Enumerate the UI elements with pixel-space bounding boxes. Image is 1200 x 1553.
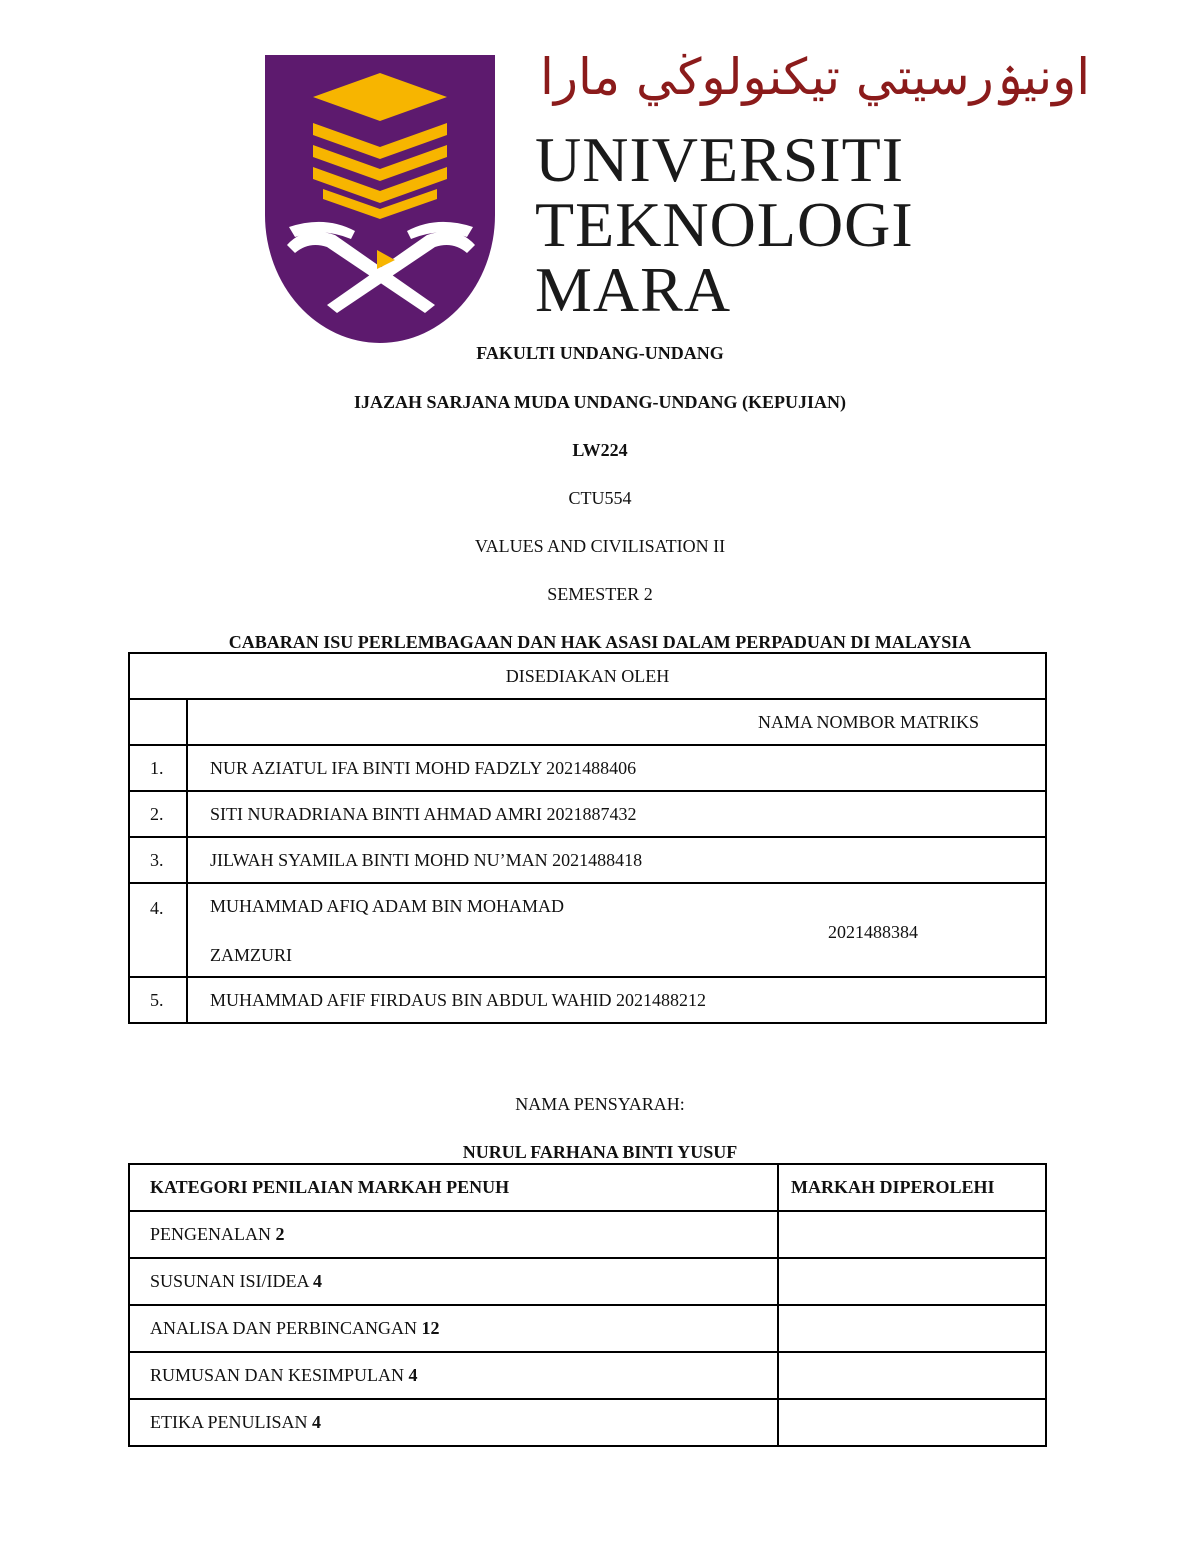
- course-name: VALUES AND CIVILISATION II: [474, 536, 726, 556]
- member-entry: NUR AZIATUL IFA BINTI MOHD FADZLY 2021488406: [187, 745, 1046, 791]
- wordmark-line-2: TEKNOLOGI: [535, 189, 914, 260]
- wordmark-line-3: MARA: [535, 254, 732, 325]
- member-name-line-1: MUHAMMAD AFIQ ADAM BIN MOHAMAD: [210, 896, 565, 916]
- table-row: [129, 699, 1046, 745]
- member-matric: 2021488384: [828, 922, 918, 942]
- table-row: [129, 1164, 1046, 1211]
- full-mark: 4: [408, 1365, 418, 1385]
- marks-obtained-cell[interactable]: [778, 1399, 1046, 1446]
- table-row: [129, 653, 1046, 699]
- uitm-logo: [265, 48, 1091, 345]
- member-number: 5.: [129, 977, 187, 1023]
- marks-obtained-cell[interactable]: [778, 1258, 1046, 1305]
- semester: SEMESTER 2: [547, 584, 653, 604]
- table-row: [129, 977, 1046, 1023]
- marks-col-obtained: MARKAH DIPEROLEHI: [778, 1164, 1046, 1211]
- member-entry: SITI NURADRIANA BINTI AHMAD AMRI 2021887432: [187, 791, 1046, 837]
- jawi-script: اونيۏرسيتي تيكنولوڬي مارا: [540, 48, 1091, 106]
- group-members-table: [128, 652, 1047, 1024]
- marks-obtained-cell[interactable]: [778, 1352, 1046, 1399]
- lecturer-label: NAMA PENSYARAH:: [515, 1094, 685, 1114]
- programme-code: LW224: [572, 440, 628, 460]
- marks-category: RUMUSAN DAN KESIMPULAN 4: [129, 1352, 778, 1399]
- marks-category: ETIKA PENULISAN 4: [129, 1399, 778, 1446]
- table-row: [129, 1211, 1046, 1258]
- assignment-title: CABARAN ISU PERLEMBAGAAN DAN HAK ASASI DALAM PERPADUAN DI MALAYSIA: [228, 632, 972, 652]
- member-name-line-2: ZAMZURI: [210, 945, 292, 965]
- table-row: [129, 1352, 1046, 1399]
- marks-category: SUSUNAN ISI/IDEA 4: [129, 1258, 778, 1305]
- member-number: 2.: [129, 791, 187, 837]
- full-mark: 12: [421, 1318, 440, 1338]
- full-mark: 4: [313, 1271, 323, 1291]
- table-row: [129, 1399, 1046, 1446]
- marks-col-category: KATEGORI PENILAIAN MARKAH PENUH: [129, 1164, 778, 1211]
- course-code: CTU554: [568, 488, 632, 508]
- member-number: 4.: [129, 883, 187, 977]
- member-number: 1.: [129, 745, 187, 791]
- table-row: [129, 883, 1046, 977]
- marks-table: [128, 1163, 1047, 1447]
- faculty-name: FAKULTI UNDANG-UNDANG: [476, 343, 724, 363]
- full-mark: 2: [275, 1224, 285, 1244]
- member-entry: MUHAMMAD AFIF FIRDAUS BIN ABDUL WAHID 2021488212: [187, 977, 1046, 1023]
- table-row: [129, 1258, 1046, 1305]
- member-number: 3.: [129, 837, 187, 883]
- marks-obtained-cell[interactable]: [778, 1305, 1046, 1352]
- university-wordmark: [535, 124, 914, 325]
- marks-category: ANALISA DAN PERBINCANGAN 12: [129, 1305, 778, 1352]
- marks-category: PENGENALAN 2: [129, 1211, 778, 1258]
- table-row: [129, 745, 1046, 791]
- lecturer-name: NURUL FARHANA BINTI YUSUF: [462, 1142, 738, 1162]
- full-mark: 4: [312, 1412, 321, 1432]
- member-entry: JILWAH SYAMILA BINTI MOHD NU’MAN 2021488418: [187, 837, 1046, 883]
- marks-obtained-cell[interactable]: [778, 1211, 1046, 1258]
- table-header: DISEDIAKAN OLEH: [129, 653, 1046, 699]
- table-row: [129, 837, 1046, 883]
- column-header: NAMA NOMBOR MATRIKS: [187, 699, 1046, 745]
- table-row: [129, 1305, 1046, 1352]
- programme-name: IJAZAH SARJANA MUDA UNDANG-UNDANG (KEPUJIAN): [354, 392, 846, 412]
- uitm-crest-icon: [265, 55, 497, 343]
- table-row: [129, 791, 1046, 837]
- wordmark-line-1: UNIVERSITI: [535, 124, 905, 195]
